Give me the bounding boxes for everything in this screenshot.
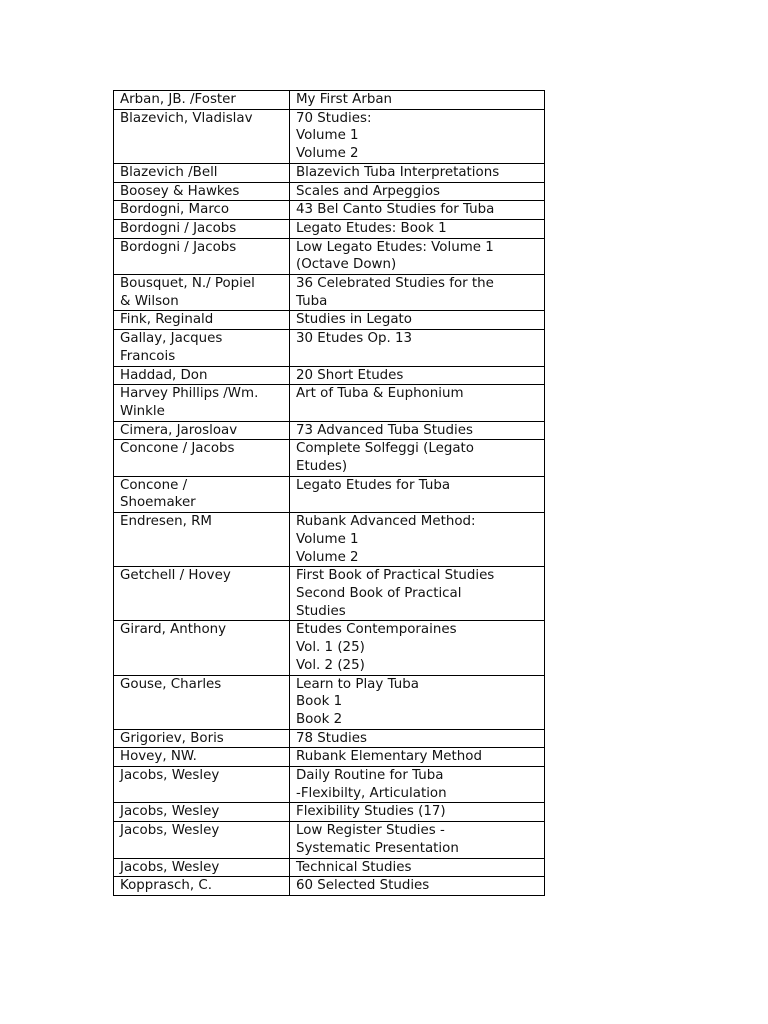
title-cell: Complete Solfeggi (Legato Etudes)	[290, 440, 545, 476]
table-row	[114, 858, 545, 877]
title-cell: 20 Short Etudes	[290, 366, 545, 385]
table-row	[114, 476, 545, 512]
title-cell: Etudes Contemporaines Vol. 1 (25) Vol. 2 (25)	[290, 621, 545, 675]
title-cell: Rubank Elementary Method	[290, 748, 545, 767]
table-row	[114, 366, 545, 385]
table-row	[114, 182, 545, 201]
author-cell: Gouse, Charles	[114, 675, 290, 729]
title-cell: Legato Etudes: Book 1	[290, 219, 545, 238]
title-cell: Flexibility Studies (17)	[290, 803, 545, 822]
table-row	[114, 421, 545, 440]
author-cell: Arban, JB. /Foster	[114, 91, 290, 110]
author-cell: Endresen, RM	[114, 513, 290, 567]
title-cell: My First Arban	[290, 91, 545, 110]
author-cell: Jacobs, Wesley	[114, 858, 290, 877]
title-cell: 78 Studies	[290, 729, 545, 748]
author-cell: Jacobs, Wesley	[114, 803, 290, 822]
author-cell: Blazevich, Vladislav	[114, 109, 290, 163]
title-cell: 73 Advanced Tuba Studies	[290, 421, 545, 440]
author-cell: Grigoriev, Boris	[114, 729, 290, 748]
title-cell: Blazevich Tuba Interpretations	[290, 163, 545, 182]
author-cell: Kopprasch, C.	[114, 877, 290, 896]
table-row	[114, 567, 545, 621]
table-row	[114, 238, 545, 274]
title-cell: 30 Etudes Op. 13	[290, 330, 545, 366]
title-cell: Low Legato Etudes: Volume 1 (Octave Down)	[290, 238, 545, 274]
table-row	[114, 109, 545, 163]
author-cell: Fink, Reginald	[114, 311, 290, 330]
repertoire-table-body	[114, 91, 545, 896]
title-cell: 60 Selected Studies	[290, 877, 545, 896]
table-row	[114, 219, 545, 238]
title-cell: Rubank Advanced Method: Volume 1 Volume 2	[290, 513, 545, 567]
title-cell: Low Register Studies - Systematic Presentation	[290, 822, 545, 858]
title-cell: Learn to Play Tuba Book 1 Book 2	[290, 675, 545, 729]
author-cell: Gallay, Jacques Francois	[114, 330, 290, 366]
table-row	[114, 767, 545, 803]
table-row	[114, 201, 545, 220]
table-row	[114, 440, 545, 476]
title-cell: First Book of Practical Studies Second Book of Practical Studies	[290, 567, 545, 621]
table-row	[114, 729, 545, 748]
table-row	[114, 748, 545, 767]
author-cell: Bordogni / Jacobs	[114, 238, 290, 274]
title-cell: Scales and Arpeggios	[290, 182, 545, 201]
author-cell: Hovey, NW.	[114, 748, 290, 767]
author-cell: Jacobs, Wesley	[114, 767, 290, 803]
title-cell: 36 Celebrated Studies for the Tuba	[290, 275, 545, 311]
author-cell: Cimera, Jarosloav	[114, 421, 290, 440]
table-row	[114, 330, 545, 366]
author-cell: Girard, Anthony	[114, 621, 290, 675]
title-cell: Technical Studies	[290, 858, 545, 877]
table-row	[114, 877, 545, 896]
title-cell: Daily Routine for Tuba -Flexibilty, Articulation	[290, 767, 545, 803]
author-cell: Blazevich /Bell	[114, 163, 290, 182]
author-cell: Bousquet, N./ Popiel & Wilson	[114, 275, 290, 311]
table-row	[114, 803, 545, 822]
table-row	[114, 675, 545, 729]
author-cell: Jacobs, Wesley	[114, 822, 290, 858]
author-cell: Concone / Shoemaker	[114, 476, 290, 512]
author-cell: Boosey & Hawkes	[114, 182, 290, 201]
repertoire-table	[113, 90, 545, 896]
table-row	[114, 822, 545, 858]
title-cell: 43 Bel Canto Studies for Tuba	[290, 201, 545, 220]
title-cell: 70 Studies: Volume 1 Volume 2	[290, 109, 545, 163]
table-row	[114, 385, 545, 421]
title-cell: Studies in Legato	[290, 311, 545, 330]
author-cell: Harvey Phillips /Wm. Winkle	[114, 385, 290, 421]
author-cell: Concone / Jacobs	[114, 440, 290, 476]
author-cell: Haddad, Don	[114, 366, 290, 385]
author-cell: Bordogni / Jacobs	[114, 219, 290, 238]
table-row	[114, 91, 545, 110]
author-cell: Bordogni, Marco	[114, 201, 290, 220]
table-row	[114, 163, 545, 182]
author-cell: Getchell / Hovey	[114, 567, 290, 621]
title-cell: Legato Etudes for Tuba	[290, 476, 545, 512]
table-row	[114, 275, 545, 311]
table-row	[114, 621, 545, 675]
table-row	[114, 513, 545, 567]
title-cell: Art of Tuba & Euphonium	[290, 385, 545, 421]
table-row	[114, 311, 545, 330]
